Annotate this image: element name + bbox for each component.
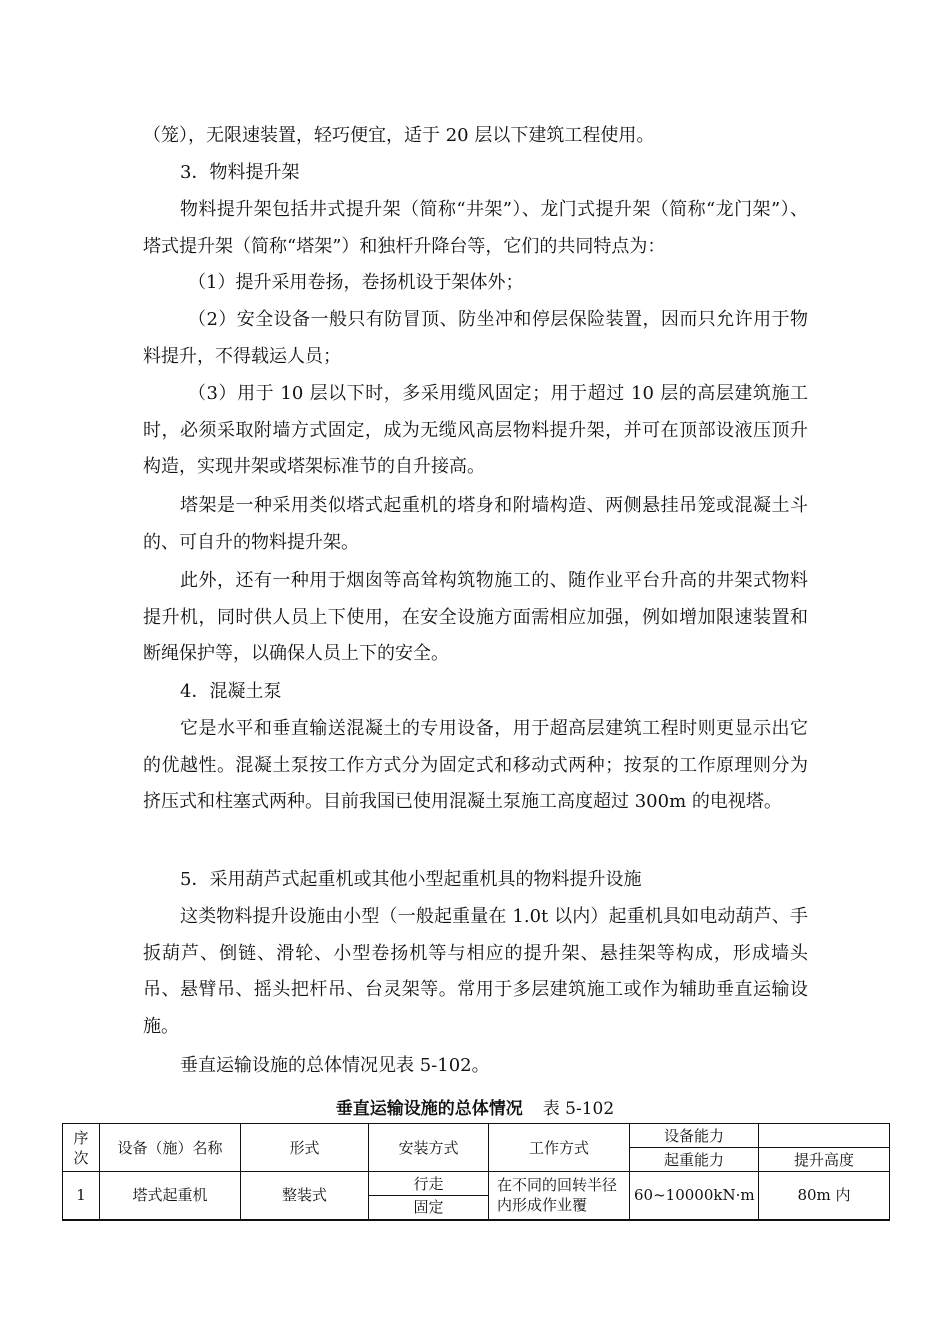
paragraph: 此外，还有一种用于烟囱等高耸构筑物施工的、随作业平台升高的井架式物料提升机，同时供人员上下使用，在安全设施方面需相应加强，例如增加限速装置和断绳保护等，以确保人员上下的安全。 — [143, 570, 808, 664]
table-caption — [0, 1094, 950, 1119]
paragraph: 塔架是一种采用类似塔式起重机的塔身和附墙构造、两侧悬挂吊笼或混凝土斗的、可自升的物料提升架。 — [143, 495, 808, 553]
section-heading-4: 4．混凝土泵 — [180, 681, 282, 702]
cell-seq: 1 — [63, 1172, 100, 1220]
header-work: 工作方式 — [489, 1124, 630, 1172]
cell-install-a: 行走 — [369, 1172, 489, 1196]
paragraph: 它是水平和垂直输送混凝土的专用设备，用于超高层建筑工程时则更显示出它的优越性。混凝土泵按工作方式分为固定式和移动式两种；按泵的工作原理则分为挤压式和柱塞式两种。目前我国已使用混凝土泵施工高度超过 300m 的电视塔。 — [143, 718, 808, 812]
paragraph: 物料提升架包括井式提升架（简称“井架”）、龙门式提升架（简称“龙门架”）、塔式提升架（简称“塔架”）和独杆升降台等，它们的共同特点为： — [143, 199, 808, 257]
header-lift-capacity: 起重能力 — [630, 1148, 759, 1172]
list-item-3: （3）用于 10 层以下时，多采用缆风固定；用于超过 10 层的高层建筑施工时，必须采取附墙方式固定，成为无缆风高层物料提升架，并可在顶部设液压顶升构造，实现井架或塔架标准节的自升接高。 — [143, 383, 808, 477]
header-seq: 序次 — [63, 1124, 100, 1172]
header-lift-height: 提升高度 — [759, 1148, 890, 1172]
section-heading-5: 5．采用葫芦式起重机或其他小型起重机具的物料提升设施 — [180, 869, 642, 890]
header-install: 安装方式 — [369, 1124, 489, 1172]
list-item-1: （1）提升采用卷扬，卷扬机设于架体外； — [188, 272, 524, 293]
header-empty — [759, 1124, 890, 1148]
cell-name: 塔式起重机 — [100, 1172, 241, 1220]
cell-work: 在不同的回转半径内形成作业覆 — [489, 1172, 630, 1220]
paragraph: 垂直运输设施的总体情况见表 5-102。 — [180, 1055, 490, 1076]
header-form: 形式 — [241, 1124, 369, 1172]
paragraph: 这类物料提升设施由小型（一般起重量在 1.0t 以内）起重机具如电动葫芦、手扳葫芦、倒链、滑轮、小型卷扬机等与相应的提升架、悬挂架等构成，形成墙头吊、悬臂吊、摇头把杆吊、台灵架等。常用于多层建筑施工或作为辅助垂直运输设施。 — [143, 906, 808, 1037]
cell-lift-height: 80m 内 — [759, 1172, 890, 1220]
table-title: 垂直运输设施的总体情况 — [335, 1099, 523, 1119]
table-number: 表 5-102 — [542, 1099, 615, 1119]
header-capacity: 设备能力 — [630, 1124, 759, 1148]
list-item-2: （2）安全设备一般只有防冒顶、防坐冲和停层保险装置，因而只允许用于物料提升，不得载运人员； — [143, 309, 808, 367]
cell-form: 整装式 — [241, 1172, 369, 1220]
cell-install-b: 固定 — [369, 1196, 489, 1220]
cell-lift-capacity: 60~10000kN·m — [630, 1172, 759, 1220]
equipment-table — [62, 1123, 890, 1221]
header-name: 设备（施）名称 — [100, 1124, 241, 1172]
paragraph-continuation: （笼），无限速装置，轻巧便宜，适于 20 层以下建筑工程使用。 — [143, 125, 655, 146]
table-row — [63, 1172, 890, 1196]
table-header-row — [63, 1124, 890, 1148]
section-heading-3: 3．物料提升架 — [180, 162, 300, 183]
